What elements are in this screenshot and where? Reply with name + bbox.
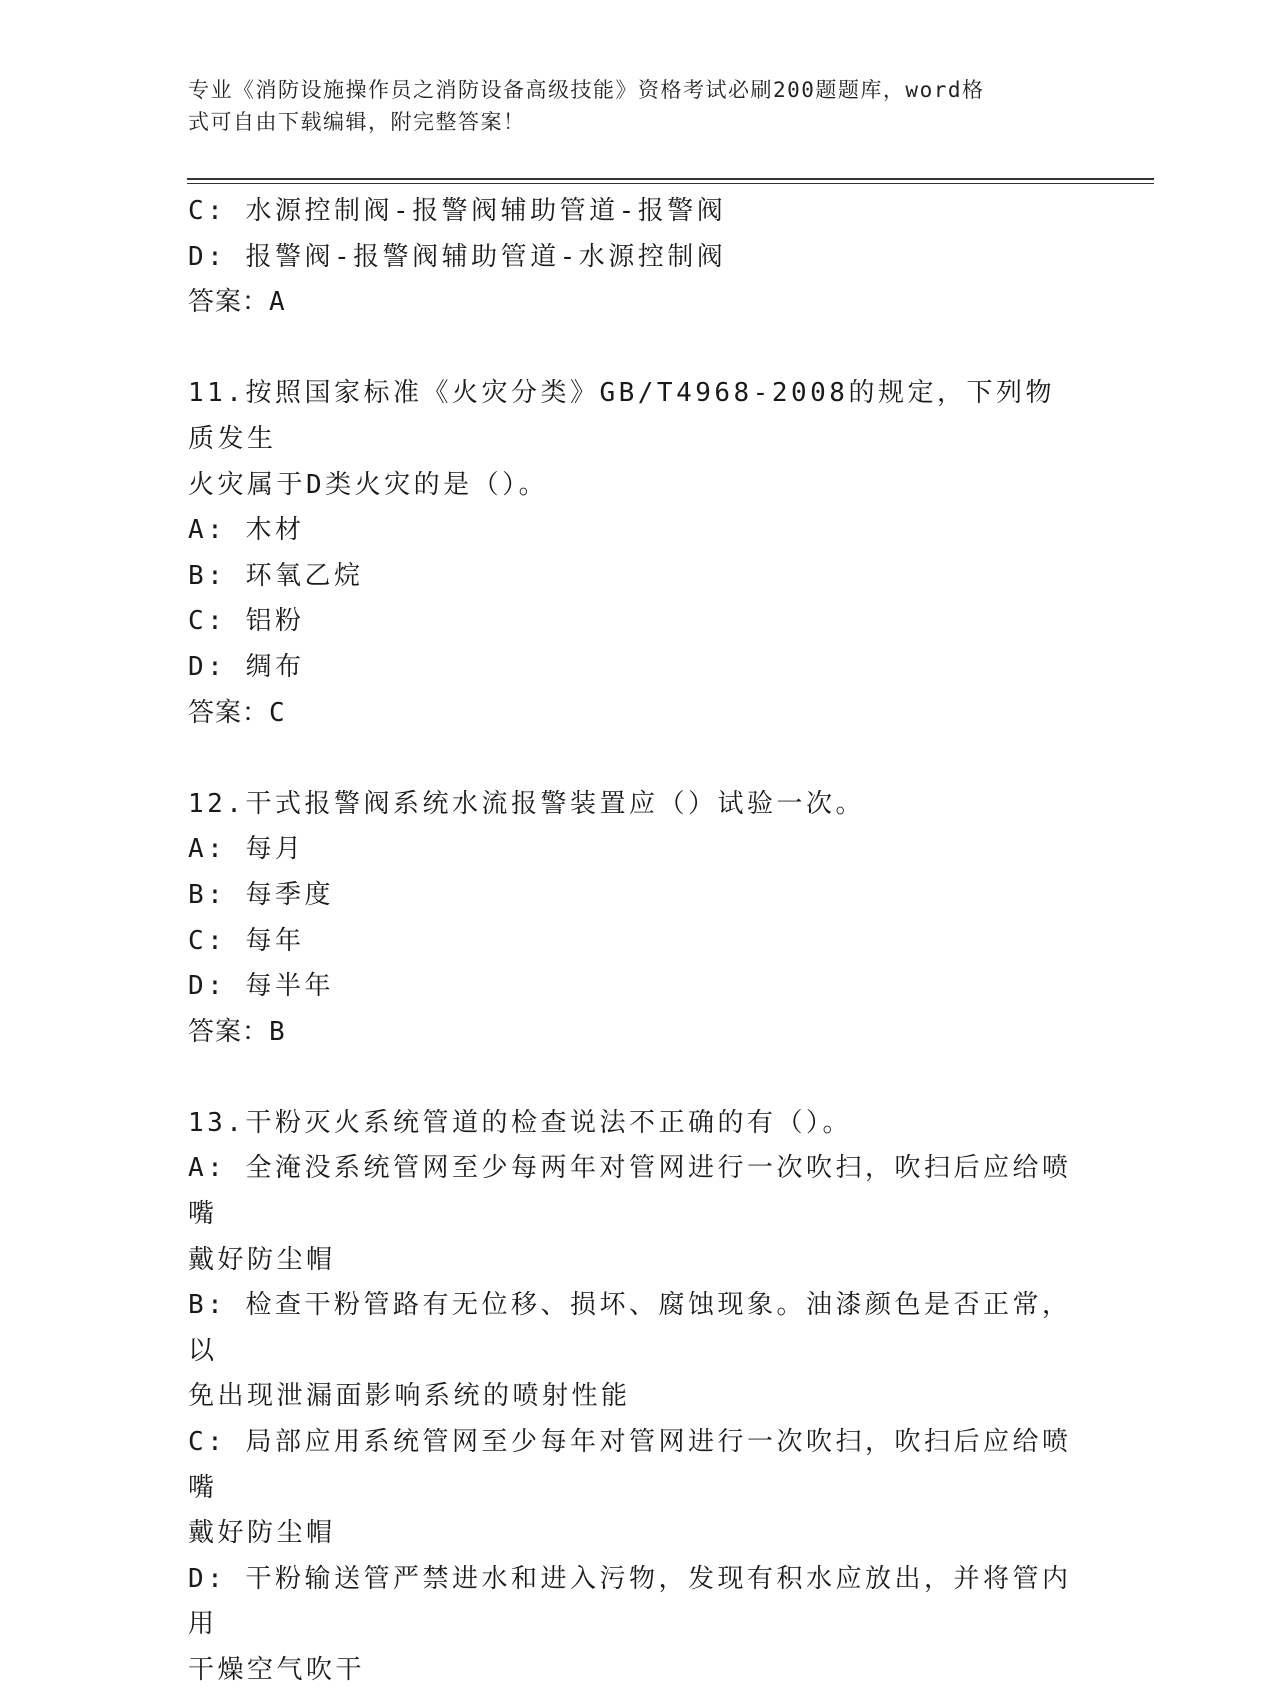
document-body	[188, 189, 1078, 1694]
option-a: A: 全淹没系统管网至少每两年对管网进行一次吹扫，吹扫后应给喷嘴	[188, 1153, 1072, 1230]
document-header	[188, 74, 1068, 138]
question-spacer	[188, 1055, 1078, 1101]
answer-line: 答案：A	[188, 287, 286, 318]
header-divider-thick	[187, 178, 1154, 180]
answer-line: 答案：B	[188, 1016, 286, 1047]
option-a-continued: 戴好防尘帽	[188, 1244, 336, 1275]
question-stem: 12.干式报警阀系统水流报警装置应（）试验一次。	[188, 788, 865, 819]
option-d: D: 报警阀-报警阀辅助管道-水源控制阀	[188, 241, 727, 272]
question-stem: 11.按照国家标准《火灾分类》GB/T4968-2008的规定，下列物质发生	[188, 378, 1055, 454]
option-b-continued: 免出现泄漏面影响系统的喷射性能	[188, 1381, 631, 1412]
option-d-continued: 干燥空气吹干	[188, 1655, 366, 1685]
header-line-2: 式可自由下载编辑，附完整答案！	[188, 110, 526, 134]
option-d: D: 干粉输送管严禁进水和进入污物，发现有积水应放出，并将管内用	[188, 1563, 1072, 1640]
answer-line: 答案：C	[188, 697, 286, 728]
option-b: B: 环氧乙烷	[188, 560, 364, 591]
question-10-tail	[188, 189, 1078, 326]
question-spacer	[188, 736, 1078, 782]
option-c: C: 铝粉	[188, 606, 305, 637]
option-c: C: 局部应用系统管网至少每年对管网进行一次吹扫，吹扫后应给喷嘴	[188, 1427, 1072, 1503]
header-divider-thin	[187, 183, 1154, 184]
option-b: B: 每季度	[188, 879, 334, 910]
header-line-1: 专业《消防设施操作员之消防设备高级技能》资格考试必刷200题题库，word格	[188, 78, 985, 102]
question-12	[188, 782, 1078, 1056]
option-c: C: 水源控制阀-报警阀辅助管道-报警阀	[188, 196, 727, 226]
question-stem-continued: 火灾属于D类火灾的是（）。	[188, 469, 549, 500]
option-d: D: 绸布	[188, 651, 305, 682]
option-a: A: 每月	[188, 834, 305, 865]
option-d: D: 每半年	[188, 971, 334, 1002]
question-stem: 13.干粉灭火系统管道的检查说法不正确的有（）。	[188, 1107, 852, 1138]
option-b: B: 检查干粉管路有无位移、损坏、腐蚀现象。油漆颜色是否正常，以	[188, 1290, 1072, 1366]
question-11	[188, 371, 1078, 736]
option-c: C: 每年	[188, 925, 305, 956]
question-13	[188, 1101, 1078, 1694]
option-c-continued: 戴好防尘帽	[188, 1518, 336, 1549]
option-a: A: 木材	[188, 515, 305, 546]
question-spacer	[188, 326, 1078, 372]
